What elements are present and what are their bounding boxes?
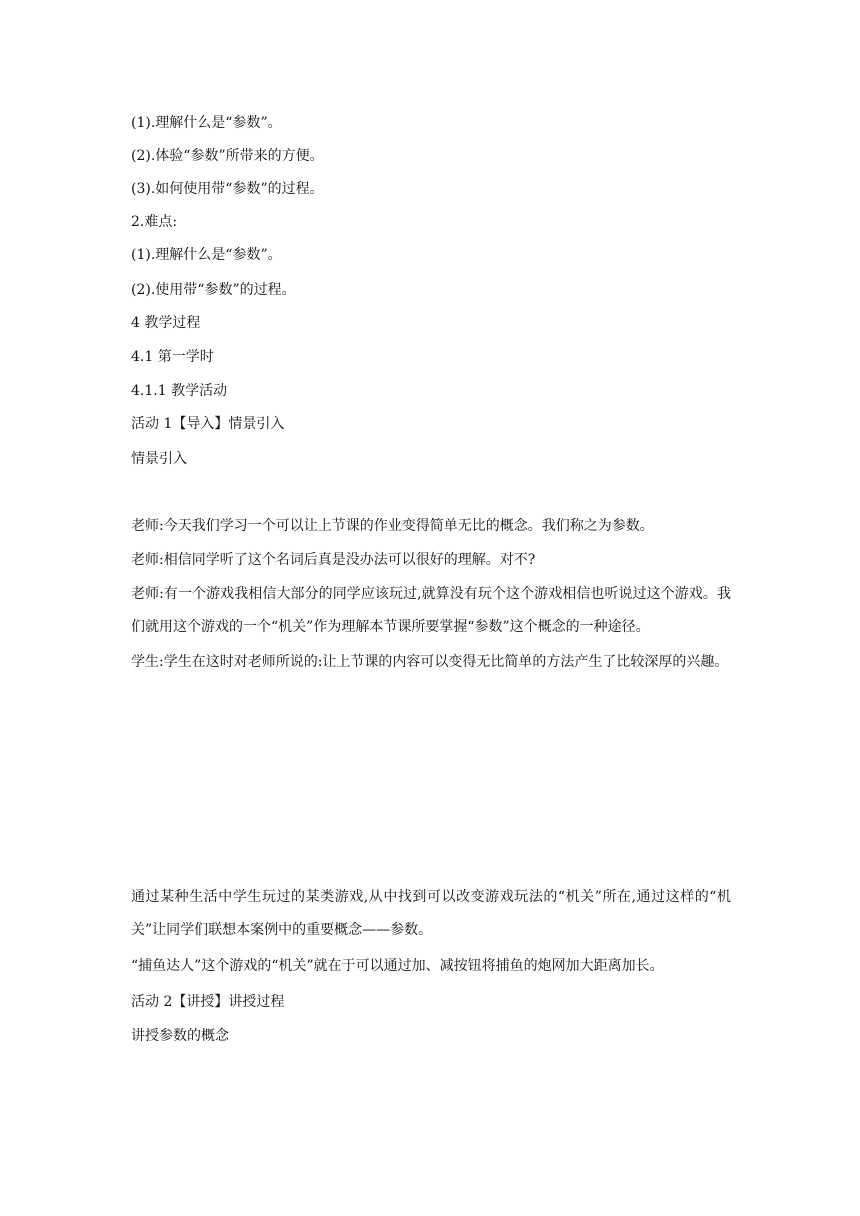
teacher-line-2: 老师:相信同学听了这个名词后真是没办法可以很好的理解。对不? (131, 552, 536, 568)
activity-2-subheading: 讲授参数的概念 (131, 1028, 229, 1044)
subsection-heading-first-period: 4.1 第一学时 (131, 349, 214, 365)
design-intent-paragraph: 通过某种生活中学生玩过的某类游戏,从中找到可以改变游戏玩法的“机关”所在,通过这样的“机关”让同学们联想本案例中的重要概念——参数。 (131, 889, 731, 938)
student-line: 学生:学生在这时对老师所说的:让上节课的内容可以变得无比简单的方法产生了比较深厚的兴趣。 (131, 654, 729, 670)
section-heading-teaching-process: 4 教学过程 (131, 315, 201, 331)
objective-item-2: (2).体验“参数”所带来的方便。 (131, 148, 324, 164)
teacher-line-1: 老师:今天我们学习一个可以让上节课的作业变得简单无比的概念。我们称之为参数。 (131, 518, 654, 534)
difficulty-heading: 2.难点: (131, 214, 178, 230)
teacher-line-3: 老师:有一个游戏我相信大部分的同学应该玩过,就算没有玩个这个游戏相信也听说过这个游戏。我们就用这个游戏的一个“机关”作为理解本节课所要掌握“参数”这个概念的一种途径。 (131, 586, 731, 635)
objective-item-1: (1).理解什么是“参数”。 (131, 115, 282, 131)
difficulty-item-1: (1).理解什么是“参数”。 (131, 247, 282, 263)
activity-1-heading: 活动 1【导入】情景引入 (131, 416, 285, 432)
activity-2-heading: 活动 2【讲授】讲授过程 (131, 994, 285, 1010)
difficulty-item-2: (2).使用带“参数”的过程。 (131, 282, 296, 298)
objective-item-3: (3).如何使用带“参数”的过程。 (131, 181, 324, 197)
activity-1-subheading: 情景引入 (131, 451, 187, 467)
game-note-paragraph: “捕鱼达人”这个游戏的“机关”就在于可以通过加、减按钮将捕鱼的炮网加大距离加长。 (131, 958, 664, 974)
subsection-heading-activities: 4.1.1 教学活动 (131, 383, 228, 399)
